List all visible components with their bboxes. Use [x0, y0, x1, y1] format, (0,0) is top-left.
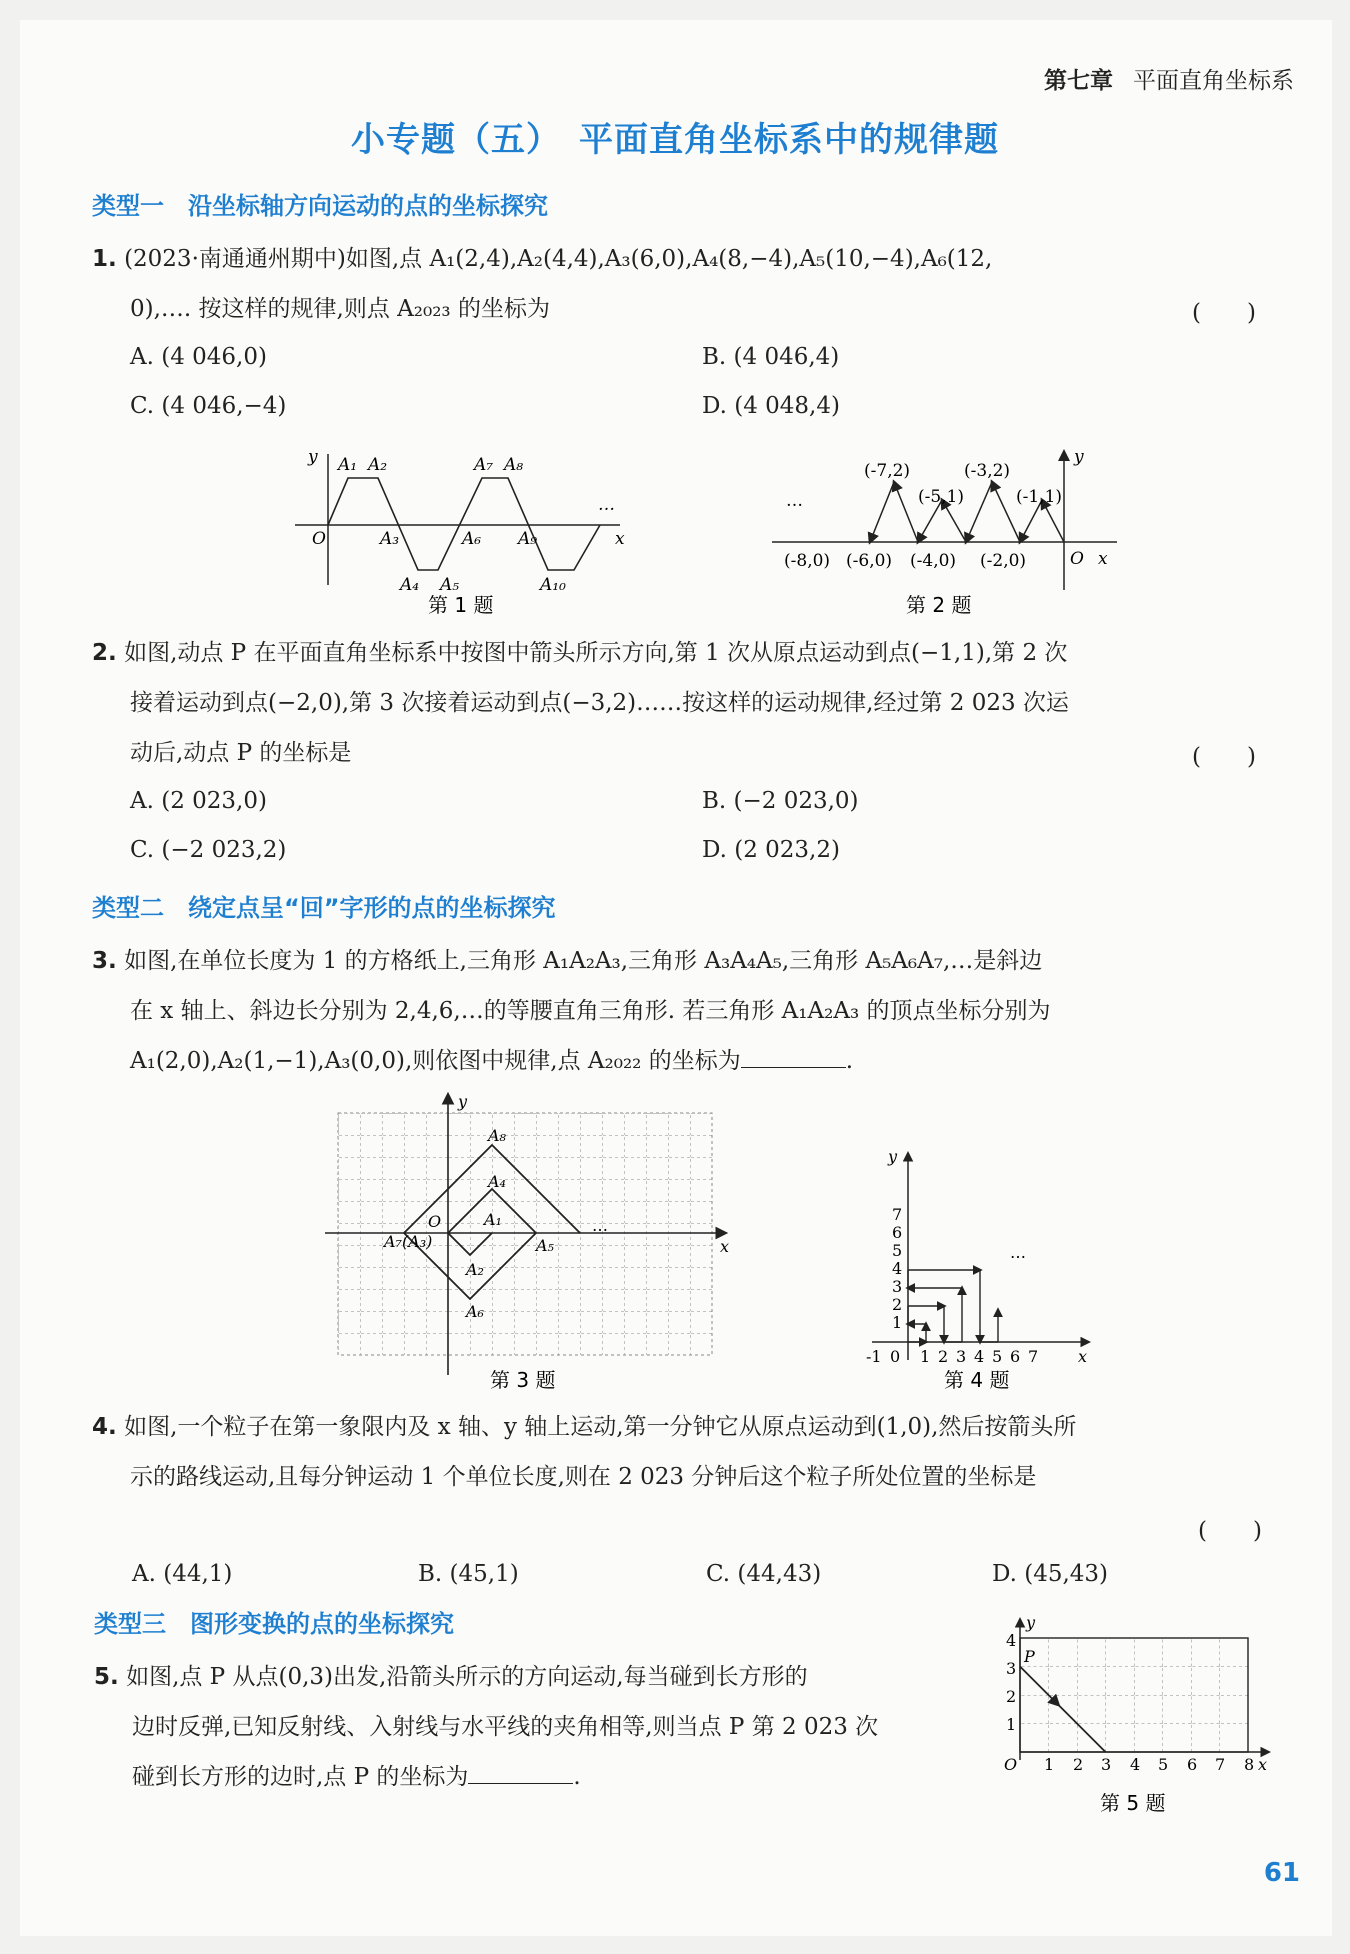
fig3-label: A₂: [466, 1260, 484, 1279]
fig5-label: 6: [1187, 1755, 1198, 1774]
figure-3-caption: 第 3 题: [490, 1368, 556, 1392]
page-title: 小专题（五） 平面直角坐标系中的规律题: [351, 120, 999, 160]
question-text: 0),…. 按这样的规律,则点 A₂₀₂₃ 的坐标为: [130, 296, 550, 322]
fig4-label: 3: [956, 1347, 967, 1366]
fig4-label: 5: [992, 1347, 1003, 1366]
option-c: C. (−2 023,2): [130, 837, 287, 863]
answer-blank: [741, 1045, 846, 1068]
question-number: 4.: [92, 1414, 117, 1440]
fig4-label: 2: [938, 1347, 949, 1366]
option-c: C. (4 046,−4): [130, 393, 287, 419]
answer-paren: ( ): [1192, 300, 1256, 326]
question-text: 如图,动点 P 在平面直角坐标系中按图中箭头所示方向,第 1 次从原点运动到点(−1,1),第 2 次: [124, 640, 1068, 666]
figure-4: [862, 1140, 1102, 1400]
fig5-label: 2: [1073, 1755, 1084, 1774]
fig5-label: O: [1004, 1755, 1018, 1774]
fig2-label: (-3,2): [964, 461, 1011, 481]
question-number: 1.: [92, 246, 117, 272]
fig1-label: A₄: [400, 575, 420, 595]
page-number: 61: [1263, 1858, 1300, 1888]
fig2-label: O: [1070, 549, 1084, 569]
fig2-label: (-8,0): [784, 551, 831, 571]
question-text: 如图,一个粒子在第一象限内及 x 轴、y 轴上运动,第一分钟它从原点运动到(1,0),然后按箭头所: [124, 1414, 1077, 1440]
fig1-label: A₅: [440, 575, 460, 595]
chapter-label: 第七章: [1044, 68, 1113, 94]
fig3-label: A₆: [466, 1302, 484, 1321]
question-3: 3. 如图,在单位长度为 1 的方格纸上,三角形 A₁A₂A₃,三角形 A₃A₄A₅,三角形 A₅A₆A₇,…是斜边 在 x 轴上、斜边长分别为 2,4,6,…的等腰直角三角形. 若三角形 A₁A₂A₃ 的顶点坐标分别为 A₁(2,0),A₂(1,−1),A₃(0,0),则依图中规律,点 A₂₀₂₂ 的坐标为 .: [92, 948, 1051, 1074]
fig1-label: x: [615, 529, 625, 549]
question-text: A₁(2,0),A₂(1,−1),A₃(0,0),则依图中规律,点 A₂₀₂₂ 的坐标为: [130, 1048, 741, 1074]
type-heading-1: 类型一 沿坐标轴方向运动的点的坐标探究: [92, 192, 548, 220]
fig3-label: A₄: [488, 1172, 506, 1191]
fig4-label: 4: [892, 1259, 903, 1278]
option-a: A. (4 046,0): [130, 344, 267, 370]
fig3-label: A₇(A₃): [384, 1232, 433, 1251]
question-2: [92, 628, 1302, 778]
question-text: 碰到长方形的边时,点 P 的坐标为: [132, 1764, 469, 1790]
fig5-label: P: [1024, 1647, 1035, 1666]
option-d: D. (2 023,2): [702, 837, 840, 863]
fig1-label: A₉: [518, 529, 538, 549]
question-1: [92, 234, 1292, 334]
question-number: 3.: [92, 948, 117, 974]
fig2-label: (-5,1): [918, 487, 965, 507]
question-text: 边时反弹,已知反射线、入射线与水平线的夹角相等,则当点 P 第 2 023 次: [132, 1714, 879, 1740]
option-d: D. (45,43): [992, 1561, 1109, 1587]
type-heading-3: 类型三 图形变换的点的坐标探究: [94, 1610, 454, 1638]
fig5-label: 7: [1215, 1755, 1226, 1774]
option-c: C. (44,43): [706, 1561, 822, 1587]
option-b: B. (4 046,4): [702, 344, 840, 370]
answer-paren: ( ): [1198, 1518, 1262, 1544]
fig1-label: A₃: [380, 529, 400, 549]
fig1-label: O: [312, 529, 326, 549]
fig5-label: x: [1258, 1755, 1268, 1774]
figure-1-caption: 第 1 题: [428, 593, 494, 617]
fig3-label: O: [428, 1212, 442, 1231]
fig4-label: x: [1078, 1347, 1088, 1366]
fig5-label: 3: [1006, 1659, 1017, 1678]
fig2-label: …: [786, 491, 803, 511]
fig3-label: A₁: [484, 1210, 502, 1229]
fig4-label: …: [1010, 1243, 1026, 1262]
question-text: 示的路线运动,且每分钟运动 1 个单位长度,则在 2 023 分钟后这个粒子所处位置的坐标是: [130, 1464, 1037, 1490]
fig1-label: y: [308, 447, 318, 467]
fig4-label: 3: [892, 1277, 903, 1296]
fig1-label: A₈: [504, 455, 524, 475]
fig4-label: 6: [1010, 1347, 1021, 1366]
option-a: A. (44,1): [132, 1561, 233, 1587]
option-b: B. (−2 023,0): [702, 788, 859, 814]
fig2-label: (-7,2): [864, 461, 911, 481]
figure-3: [320, 1085, 740, 1395]
fig5-label: 2: [1006, 1687, 1017, 1706]
figure-2: [772, 440, 1132, 620]
fig4-label: 0: [890, 1347, 901, 1366]
fig5-label: 4: [1006, 1631, 1017, 1650]
fig4-label: 4: [974, 1347, 985, 1366]
fig1-label: A₆: [462, 529, 482, 549]
fig5-label: 4: [1130, 1755, 1141, 1774]
fig1-label: A₁: [338, 455, 358, 475]
fig4-label: 7: [1028, 1347, 1039, 1366]
fig2-label: x: [1098, 549, 1108, 569]
option-b: B. (45,1): [418, 1561, 519, 1587]
fig3-label: y: [458, 1092, 468, 1111]
fig4-label: 5: [892, 1241, 903, 1260]
figure-2-caption: 第 2 题: [906, 593, 972, 617]
question-text: 在 x 轴上、斜边长分别为 2,4,6,…的等腰直角三角形. 若三角形 A₁A₂A₃ 的顶点坐标分别为: [130, 998, 1051, 1024]
fig2-label: y: [1074, 447, 1084, 467]
fig4-label: 1: [920, 1347, 931, 1366]
question-text: 如图,在单位长度为 1 的方格纸上,三角形 A₁A₂A₃,三角形 A₃A₄A₅,三角形 A₅A₆A₇,…是斜边: [124, 948, 1043, 974]
question-number: 5.: [94, 1664, 119, 1690]
question-text: 如图,点 P 从点(0,3)出发,沿箭头所示的方向运动,每当碰到长方形的: [126, 1664, 808, 1690]
fig2-label: (-6,0): [846, 551, 893, 571]
question-text: 接着运动到点(−2,0),第 3 次接着运动到点(−3,2)……按这样的运动规律,经过第 2 023 次运: [130, 690, 1069, 716]
option-a: A. (2 023,0): [130, 788, 267, 814]
section-label: 平面直角坐标系: [1133, 68, 1294, 94]
fig5-label: 3: [1101, 1755, 1112, 1774]
fig2-label: (-1,1): [1016, 487, 1063, 507]
fig3-label: …: [592, 1216, 608, 1235]
fig5-label: 1: [1044, 1755, 1055, 1774]
fig1-label: A₁₀: [540, 575, 566, 595]
figure-4-caption: 第 4 题: [944, 1368, 1010, 1392]
question-number: 2.: [92, 640, 117, 666]
fig1-label: …: [598, 495, 615, 515]
question-5: 5. 如图,点 P 从点(0,3)出发,沿箭头所示的方向运动,每当碰到长方形的 边时反弹,已知反射线、入射线与水平线的夹角相等,则当点 P 第 2 023 次 碰到长方形的边时,点 P 的坐标为 .: [94, 1664, 879, 1790]
question-text: 动后,动点 P 的坐标是: [130, 740, 352, 766]
fig5-label: y: [1026, 1613, 1036, 1632]
fig4-label: 1: [892, 1313, 903, 1332]
answer-paren: ( ): [1192, 744, 1256, 770]
fig3-label: A₈: [488, 1126, 506, 1145]
fig1-label: A₂: [368, 455, 388, 475]
question-4: [92, 1402, 1307, 1502]
fig4-label: -1: [866, 1347, 882, 1366]
figure-5: [996, 1610, 1296, 1830]
fig3-label: A₅: [536, 1236, 554, 1255]
figure-5-caption: 第 5 题: [1100, 1791, 1166, 1815]
fig5-label: 8: [1244, 1755, 1255, 1774]
fig5-label: 5: [1158, 1755, 1169, 1774]
fig4-label: 2: [892, 1295, 903, 1314]
answer-blank: [468, 1761, 573, 1784]
fig1-label: A₇: [474, 455, 494, 475]
option-d: D. (4 048,4): [702, 393, 840, 419]
running-header: [1044, 62, 1294, 95]
fig2-label: (-4,0): [910, 551, 957, 571]
type-heading-2: 类型二 绕定点呈“回”字形的点的坐标探究: [92, 894, 556, 922]
figure-1: [290, 440, 630, 620]
fig4-label: 6: [892, 1223, 903, 1242]
fig4-label: y: [888, 1147, 898, 1166]
question-text: (2023·南通通州期中)如图,点 A₁(2,4),A₂(4,4),A₃(6,0),A₄(8,−4),A₅(10,−4),A₆(12,: [124, 246, 993, 272]
fig3-label: x: [720, 1237, 730, 1256]
fig4-label: 7: [892, 1205, 903, 1224]
fig5-label: 1: [1006, 1715, 1017, 1734]
fig2-label: (-2,0): [980, 551, 1027, 571]
